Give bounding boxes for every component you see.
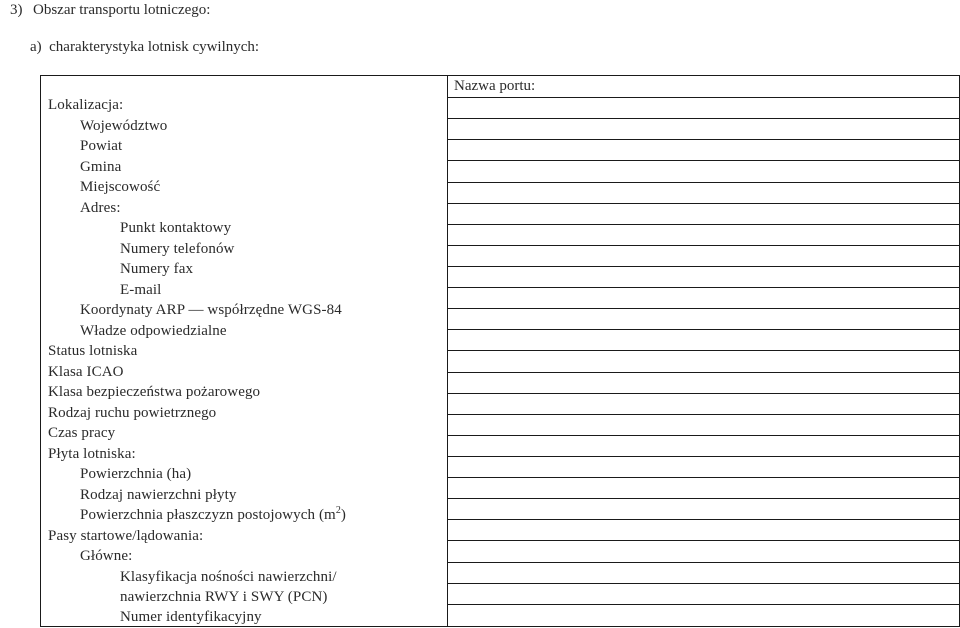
label-wladze: Władze odpowiedzialne [80, 323, 227, 339]
port-value-cell[interactable] [448, 583, 960, 604]
port-value-cell[interactable] [448, 435, 960, 456]
port-value-cell[interactable] [448, 140, 960, 161]
label-powierzchnia-plaszczyzn [80, 506, 346, 524]
port-value-cell[interactable] [448, 224, 960, 245]
port-value-cell[interactable] [448, 541, 960, 562]
label-nawierzchnia-rwy: nawierzchnia RWY i SWY (PCN) [120, 589, 328, 605]
label-punkt-kontaktowy: Punkt kontaktowy [120, 220, 232, 236]
section-title: Obszar transportu lotniczego: [33, 2, 211, 18]
port-value-cell[interactable] [448, 161, 960, 182]
port-value-cell[interactable] [448, 330, 960, 351]
label-numery-telefonow: Numery telefonów [120, 241, 235, 257]
label-czas-pracy: Czas pracy [48, 425, 116, 441]
label-powierzchnia-plaszczyzn-text: Powierzchnia płaszczyzn postojowych (m [80, 507, 336, 523]
port-value-cell[interactable] [448, 393, 960, 414]
section-number: 3) [10, 2, 23, 18]
label-klasyfikacja-nosnosci: Klasyfikacja nośności nawierzchni/ [120, 569, 337, 585]
port-value-cell[interactable] [448, 119, 960, 140]
port-value-cell[interactable] [448, 457, 960, 478]
label-powiat: Powiat [80, 138, 123, 154]
port-value-cell[interactable] [448, 267, 960, 288]
label-miejscowosc: Miejscowość [80, 179, 161, 195]
label-rodzaj-ruchu: Rodzaj ruchu powietrznego [48, 405, 217, 421]
port-value-cell[interactable] [448, 499, 960, 520]
port-value-cell[interactable] [448, 288, 960, 309]
label-pasy-startowe: Pasy startowe/lądowania: [48, 528, 204, 544]
port-name-header: Nazwa portu: [448, 76, 960, 98]
port-value-cell[interactable] [448, 98, 960, 119]
label-plyta-lotniska: Płyta lotniska: [48, 446, 136, 462]
label-numer-identyfikacyjny: Numer identyfikacyjny [120, 609, 262, 625]
label-adres: Adres: [80, 200, 121, 216]
label-numery-fax: Numery fax [120, 261, 194, 277]
label-klasa-icao: Klasa ICAO [48, 364, 124, 380]
label-klasa-bezpieczenstwa: Klasa bezpieczeństwa pożarowego [48, 384, 261, 400]
label-glowne: Główne: [80, 548, 133, 564]
port-value-cell[interactable] [448, 203, 960, 224]
port-value-cell[interactable] [448, 245, 960, 266]
label-wojewodztwo: Województwo [80, 118, 168, 134]
port-value-cell[interactable] [448, 604, 960, 626]
label-powierzchnia-ha: Powierzchnia (ha) [80, 466, 192, 482]
label-lokalizacja: Lokalizacja: [48, 97, 124, 113]
label-email: E-mail [120, 282, 162, 298]
port-value-cell[interactable] [448, 478, 960, 499]
label-gmina: Gmina [80, 159, 122, 175]
label-status-lotniska: Status lotniska [48, 343, 138, 359]
port-value-cell[interactable] [448, 414, 960, 435]
port-value-cell[interactable] [448, 182, 960, 203]
port-value-cell[interactable] [448, 520, 960, 541]
superscript-2: 2 [335, 505, 341, 516]
label-koordynaty-arp: Koordynaty ARP — współrzędne WGS-84 [80, 302, 342, 318]
subsection-title: a) charakterystyka lotnisk cywilnych: [30, 39, 260, 55]
port-value-cell[interactable] [448, 372, 960, 393]
port-value-cell[interactable] [448, 309, 960, 330]
label-rodzaj-nawierzchni: Rodzaj nawierzchni płyty [80, 487, 237, 503]
closing-paren: ) [340, 507, 347, 523]
port-value-cell[interactable] [448, 351, 960, 372]
port-value-cell[interactable] [448, 562, 960, 583]
